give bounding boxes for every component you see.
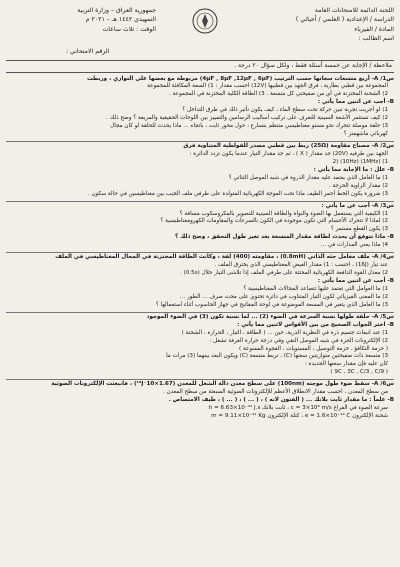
subject-name: المادة / الفيزياء <box>354 25 394 33</box>
question-6-line: سرعة الضوء في الفراغ c = 3×10⁸ m/s ، ثابت بلانك h = 6.63×10⁻³⁴ J.s <box>208 405 388 412</box>
question-2 <box>6 142 394 202</box>
question-6-line: من سطح المعدن ، احسب مقدار الانطلاق الأعظم للإلكترونات الضوئية المنبعثة من سطح المعدن . <box>162 389 388 396</box>
question-2-line: 2) مقدار الزاوية الحرجة . <box>328 182 388 189</box>
question-1-line: المجموعة بين قطبي بطارية ، فرق الجهد بين قطبيها (12V) احسب مقدار : 1) السعة المكافئة للمجموعة <box>147 83 388 90</box>
question-4-line: 3) ما العامل الذي يتغير في المسعة الموضوعة في لوحة المفاتيح في جهاز الحاسوب أثناء استعمالها ؟ <box>155 301 388 308</box>
question-1-line: س1/ A- أربع متسعات سعاتها حسب الترتيب (4μF , 8μF ,12μF , 6μF) مربوطة مع بعضها على التوازي ، وربطت <box>86 75 394 82</box>
student-name-label: اسم الطالب : <box>358 34 394 42</box>
question-5-line: 1) عند انبعاث جسيم ذرة في النظرية الذرية، حين ... ( الطاقة ، التيار ، الحرارة ، الشحنة ) <box>181 329 388 336</box>
question-3-line: 1) الكيفية التي يستعمل بها الضوء والنواة والطاقة السينية للتصوير بالمكروسكوب مسافة ؟ <box>179 210 388 217</box>
question-1 <box>6 75 394 143</box>
question-5-line: B- اختر الجواب الصحيح من بين الأقواس لاثنين مما يأتي : <box>237 321 394 328</box>
ministry-name: جمهورية العراق – وزارة التربية <box>77 7 156 14</box>
question-3-line: 4) ماذا يعني المدارات في ... <box>320 242 388 249</box>
question-4-line: 2) معدل القوة الدافعة الكهربائية المحتثة على طرفي الملف إذا تلاشى التيار خلال (0.5s) . <box>180 270 388 277</box>
question-2-line: B- علل : ما الإجابة مما يأتي : <box>313 166 394 173</box>
exam-header <box>6 4 394 60</box>
question-2-line: 3) ضرورة يكون الخط أحمر الطيف ماذا تحت الموجة الكهربائية المتولدة على طرفي ملف الجيب بين مغناطيسين في حالة سكون . <box>87 190 388 197</box>
exam-number-label: الرقم الامتحاني : <box>66 48 110 55</box>
question-4 <box>6 253 394 313</box>
question-1-line: 3) حلقة موصلة تتحرك نحو مستو مغناطيسي منتظم بتسارع ، حول محور ثابت ، باتجاه ... ماذا يحدث للحلقة لو كان مجال <box>110 123 388 130</box>
question-2-line: الجهد بين طرفيه (20V) جد مقدار ( X ) ، ثم جد مقدار التيار عندما يكون تردد الدائرة : <box>189 150 388 157</box>
exam-note: ملاحظة / الإجابة عن خمسة أسئلة فقط ، ولكل سؤال ٢٠ درجة . <box>6 60 394 73</box>
question-3-line: B- ماذا تتوقع أن يحدث لطاقة مقدار المتسعة بعد تغير طول التحقق ، وضح ذلك ؟ <box>174 234 394 241</box>
question-4-line: س4/ A- ملف معامل حثه الذاتي (0.8mH) ، مقاومته (400) لفة ، وكانت الطاقة المختزنة في المجال المغناطيسي في الملف <box>55 254 394 261</box>
question-5-line: 3) متسعة ذات صفيحتين متوازيتين سعتها (C) ، تربط متسعة (C) ويكون البعد بينهما (3) مرات ما <box>166 353 388 360</box>
exam-time: الوقت : ثلاث ساعات <box>102 25 156 33</box>
question-4-line: B- أجب عن اثنين مما يأتي : <box>317 278 394 285</box>
question-6-line: س6/ A- سقط ضوء طول موجته (100nm) على سطح معدن دالة الشغل للمعدن (1.67×10⁻¹⁹J) ، فانبعثت الإلكترونات الضوئية <box>51 381 394 388</box>
header-left <box>6 6 156 34</box>
question-1-line: B- أجب عن اثنين مما يأتي : <box>317 99 394 106</box>
question-4-line: عند تيار (16J) ، احسب : 1) مقدار الفيض المغناطيسي الذي يخترق الملف . <box>214 262 388 269</box>
question-6-line: شحنة الإلكترون e = 1.6×10⁻¹⁹ C ، كتلة الإلكترون m = 9.11×10⁻³¹ Kg <box>211 413 388 420</box>
question-4-line: 2) ما المعنى الفيزيائي لكون التيار المتناوب في دائرة تحتوي على محث صرف ... الطور ... <box>179 293 388 300</box>
question-3-line: س3/ A- أجب عن ما يأتي : <box>321 202 394 209</box>
question-2-line: 1) ما العامل الذي يعتمد عليه مقدار الذروة في شبه الموصل الثنائي ؟ <box>228 174 388 181</box>
question-6 <box>6 380 394 423</box>
question-2-line: 1) (1MHz) 2) (10Hz) <box>332 158 388 165</box>
question-1-line: كهربائي ماشهمتز ؟ <box>343 131 388 138</box>
header-right <box>244 6 394 43</box>
question-1-line: 2) كيف تستثمر الأشعة السينية للتعرف على تركيب أساليب الرسامين والتمييز بين اللوحات الحقيقية والمزيفة ؟ وضح ذلك . <box>106 115 388 122</box>
question-5-line: ( حزمة التكافؤ ، حزمة التوصيل ، المستويات ، الفجوة الممنوعة ) <box>239 345 388 352</box>
question-1-line: 1) لو أجريت تجربة تبين حركة تحت سطح الماء ، كيف يكون تأثير ذلك في طرق التداخل ؟ <box>182 107 388 114</box>
question-3-line: 3) يكون القطع مستمر ؟ <box>330 226 388 233</box>
question-5-line: س5/ A- حلقة طولها نسبة السرعة في الضوء (2) ... لما نسبة تكون (3) في الضوء الموجود <box>146 313 394 320</box>
question-5-line: 2) الإلكترونات الحرة في شبه الموصل النقي وفي درجة حرارة الغرفة تشغل : <box>209 337 388 344</box>
question-2-line: س2/ A- مصباح مقاومة (25Ω) ربط بين قطبي مصدر للفولطية المتناوبة فرق <box>183 143 394 150</box>
exam-session: التمهيدي ١٤٤٢ هـ – ٢٠٢١ م <box>85 16 156 24</box>
study-stage: الدراسة / الإعدادية ( العلمي / أحيائي ) <box>295 16 394 24</box>
question-5-line: ( 9C , 3C , C/3 , C/9 ) <box>330 369 388 376</box>
ministry-logo <box>192 8 218 34</box>
question-6-line: B- علماً : ما مقدار ثابت بلانك ... ( الفتون لانه ) ، ( ... ) ، ( ... ) ، طيف الامتصاص . <box>168 397 394 404</box>
question-5-line: كان عليه فإن مقدار سعتها الجديدة : <box>305 361 388 368</box>
question-4-line: 1) ما العوامل التي تعتمد عليها تتصاعد المجالات المغناطيسية ؟ <box>243 285 388 292</box>
committee-name: اللجنة الدائمة للامتحانات العامة <box>314 7 394 14</box>
question-3 <box>6 202 394 254</box>
question-5 <box>6 313 394 381</box>
question-1-line: 2) الشحنة المختزنة في أي من صفيحتي كل متسعة . 3) الطاقة الكلية المختزنة في المجموعة . <box>169 91 388 98</box>
question-3-line: 2) لماذا لا تتحرك الأجسام التي تكون موجودة في الكون بالسرعات والمقاومات الكهرومغناطيسية ؟ <box>160 218 388 225</box>
